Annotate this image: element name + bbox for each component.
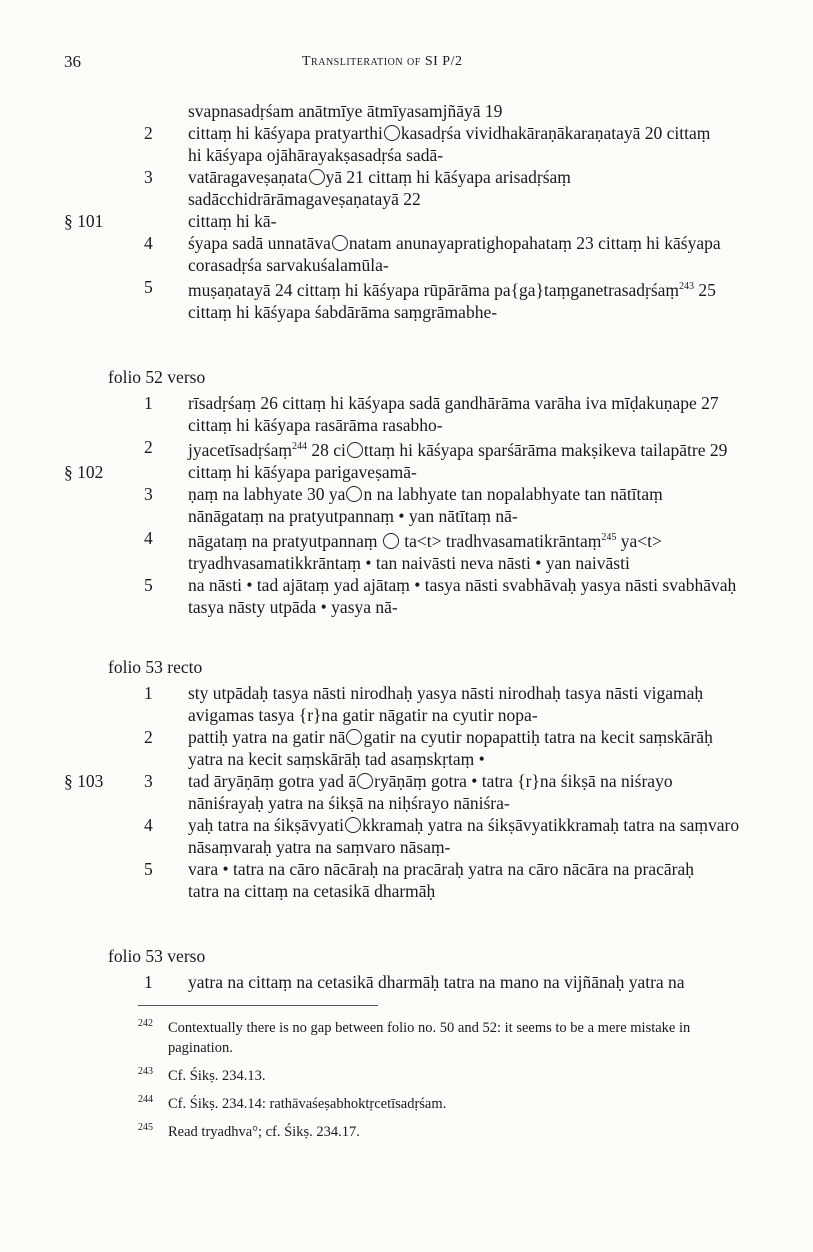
footnote	[138, 1122, 758, 1142]
text-line	[64, 276, 764, 301]
line-number: 1	[144, 393, 153, 413]
footnote-text: Contextually there is no gap between folio no. 50 and 52: it seems to be a mere mistake in pagination.	[168, 1020, 691, 1056]
line-number: 4	[144, 233, 153, 253]
manuscript-hole-icon	[383, 533, 399, 549]
line-text: vatāragaveṣaṇata yā 21 cittaṃ hi kāśyapa arisadṛśaṃ	[188, 167, 571, 187]
footnote-text: Cf. Śikṣ. 234.14: rathāvaśeṣabhoktṛcetīsadṛśam.	[168, 1096, 447, 1112]
text-line-continuation: nāsaṃvaraḥ yatra na saṃvaro nāsaṃ-	[188, 837, 451, 857]
footnote	[138, 1094, 758, 1114]
line-number: 2	[144, 437, 153, 457]
text-line-continuation: sadācchidrārāmagaveṣaṇatayā 22	[188, 189, 421, 209]
footnote-text: Read tryadhva°; cf. Śikṣ. 234.17.	[168, 1124, 360, 1140]
line-number: 2	[144, 727, 153, 747]
manuscript-hole-icon	[309, 169, 325, 185]
text-line	[64, 232, 764, 254]
footnote-ref: 245	[601, 531, 617, 543]
line-text: ṇaṃ na labhyate 30 ya n na labhyate tan nopalabhyate tan nātītaṃ	[188, 483, 663, 504]
text-line	[64, 483, 764, 505]
footnote-rule	[138, 1005, 378, 1006]
line-text: yatra na cittaṃ na cetasikā dharmāḥ tatra na mano na vijñānaḥ yatra na	[188, 972, 685, 992]
line-text: muṣaṇatayā 24 cittaṃ hi kāśyapa rūpārāma pa{ga}taṃganetrasadṛśaṃ$^{243}$ 25	[188, 279, 716, 300]
line-text: cittaṃ hi kāśyapa pratyarthi kasadṛśa vividhakāraṇākaraṇatayā 20 cittaṃ	[188, 123, 711, 143]
text-line-continuation: nāniśrayaḥ yatra na śikṣā na niḥśrayo nāniśra-	[188, 793, 510, 813]
text-line	[64, 726, 764, 748]
text-line-continuation: nānāgataṃ na pratyutpannaṃ • yan nātītaṃ nā-	[188, 505, 518, 526]
manuscript-hole-icon	[345, 817, 361, 833]
text-line-continuation: corasadṛśa sarvakuśalamūla-	[188, 255, 389, 275]
text-line	[64, 100, 764, 122]
text-line-continuation: avigamas tasya {r}na gatir nāgatir na cyutir nopa-	[188, 705, 538, 725]
text-line	[64, 210, 764, 232]
line-text: pattiḥ yatra na gatir nā gatir na cyutir nopapattiḥ tatra na kecit saṃskārāḥ	[188, 727, 713, 747]
line-text: jyacetīsadṛśaṃ$^{244}$ 28 ci ttaṃ hi kāśyapa sparśārāma makṣikeva tailapātre 29	[188, 439, 728, 460]
text-line	[64, 392, 764, 414]
section-marker: § 101	[64, 211, 104, 231]
line-text: nāgataṃ na pratyutpannaṃ ta<t> tradhvasamatikrāntaṃ$^{245}$ ya<t>	[188, 530, 662, 551]
block-folio-53-verso	[64, 945, 764, 993]
line-text: svapnasadṛśam anātmīye ātmīyasamjñāyā 19	[188, 101, 503, 121]
manuscript-hole-icon	[347, 442, 363, 458]
line-number: 4	[144, 527, 153, 548]
folio-heading: folio 53 verso	[108, 946, 206, 966]
text-line	[64, 527, 764, 552]
text-line	[64, 122, 764, 144]
line-number: 4	[144, 815, 153, 835]
line-text: rīsadṛśaṃ 26 cittaṃ hi kāśyapa sadā gandhārāma varāha iva mīḍakuṇape 27	[188, 393, 719, 413]
line-text: sty utpādaḥ tasya nāsti nirodhaḥ yasya nāsti nirodhaḥ tasya nāsti vigamaḥ	[188, 683, 704, 703]
line-number: 1	[144, 683, 153, 703]
folio-heading: folio 53 recto	[108, 657, 203, 677]
line-number: 5	[144, 277, 153, 297]
line-number: 3	[144, 483, 153, 504]
footnote	[138, 1018, 758, 1058]
footnotes	[138, 1018, 758, 1150]
text-line-continuation: cittaṃ hi kāśyapa rasārāma rasabho-	[188, 415, 443, 435]
text-line	[64, 971, 764, 993]
block-folio-52-verso	[64, 366, 764, 618]
text-line	[64, 682, 764, 704]
text-line-continuation: cittaṃ hi kāśyapa śabdārāma saṃgrāmabhe-	[188, 301, 498, 322]
line-text: vara • tatra na cāro nācāraḥ na pracāraḥ yatra na cāro nācāra na pracāraḥ	[188, 859, 694, 879]
block-folio-53-recto	[64, 656, 764, 902]
footnote-number: 242	[138, 1018, 153, 1029]
text-line	[64, 436, 764, 461]
line-text: śyapa sadā unnatāva natam anunayapratighopahataṃ 23 cittaṃ hi kāśyapa	[188, 233, 721, 253]
footnote-number: 243	[138, 1066, 153, 1077]
text-line-continuation: hi kāśyapa ojāhārayakṣasadṛśa sadā-	[188, 145, 444, 165]
manuscript-hole-icon	[346, 486, 362, 502]
line-number: 5	[144, 574, 153, 595]
text-line	[64, 166, 764, 188]
footnote-number: 245	[138, 1122, 153, 1133]
footnote-ref: 243	[679, 281, 695, 292]
text-line-continuation: yatra na kecit saṃskārāḥ tad asaṃskṛtaṃ •	[188, 749, 485, 769]
line-text: cittaṃ hi kā-	[188, 211, 277, 231]
running-title: Transliteration of SI P/2	[302, 54, 463, 69]
text-line	[64, 574, 764, 596]
text-line	[64, 858, 764, 880]
line-text: tad āryāṇāṃ gotra yad ā ryāṇāṃ gotra • tatra {r}na śikṣā na niśrayo	[188, 771, 673, 791]
text-line	[64, 461, 764, 483]
page-number: 36	[64, 52, 81, 71]
footnote-number: 244	[138, 1094, 153, 1105]
section-marker: § 103	[64, 771, 104, 791]
text-line	[64, 814, 764, 836]
manuscript-hole-icon	[384, 125, 400, 141]
line-number: 3	[144, 771, 153, 791]
section-marker: § 102	[64, 461, 104, 482]
manuscript-hole-icon	[346, 729, 362, 745]
line-text: cittaṃ hi kāśyapa parigaveṣamā-	[188, 461, 417, 482]
line-text: na nāsti • tad ajātaṃ yad ajātaṃ • tasya nāsti svabhāvaḥ yasya nāsti svabhāvaḥ	[188, 574, 737, 595]
footnote-text: Cf. Śikṣ. 234.13.	[168, 1068, 266, 1084]
line-number: 2	[144, 123, 153, 143]
text-line-continuation: tatra na cittaṃ na cetasikā dharmāḥ	[188, 881, 436, 901]
line-text: yaḥ tatra na śikṣāvyati kkramaḥ yatra na śikṣāvyatikkramaḥ tatra na saṃvaro	[188, 815, 740, 835]
line-number: 5	[144, 859, 153, 879]
line-number: 1	[144, 972, 153, 992]
footnote	[138, 1066, 758, 1086]
text-line-continuation: tryadhvasamatikkrāntaṃ • tan naivāsti neva nāsti • yan naivāsti	[188, 552, 630, 573]
manuscript-hole-icon	[357, 773, 373, 789]
line-number: 3	[144, 167, 153, 187]
text-line-continuation: tasya nāsty utpāda • yasya nā-	[188, 596, 398, 617]
block-folio-52-recto-end	[64, 100, 764, 323]
text-line	[64, 770, 764, 792]
folio-heading: folio 52 verso	[108, 367, 206, 387]
footnote-ref: 244	[291, 441, 307, 452]
manuscript-hole-icon	[332, 235, 348, 251]
